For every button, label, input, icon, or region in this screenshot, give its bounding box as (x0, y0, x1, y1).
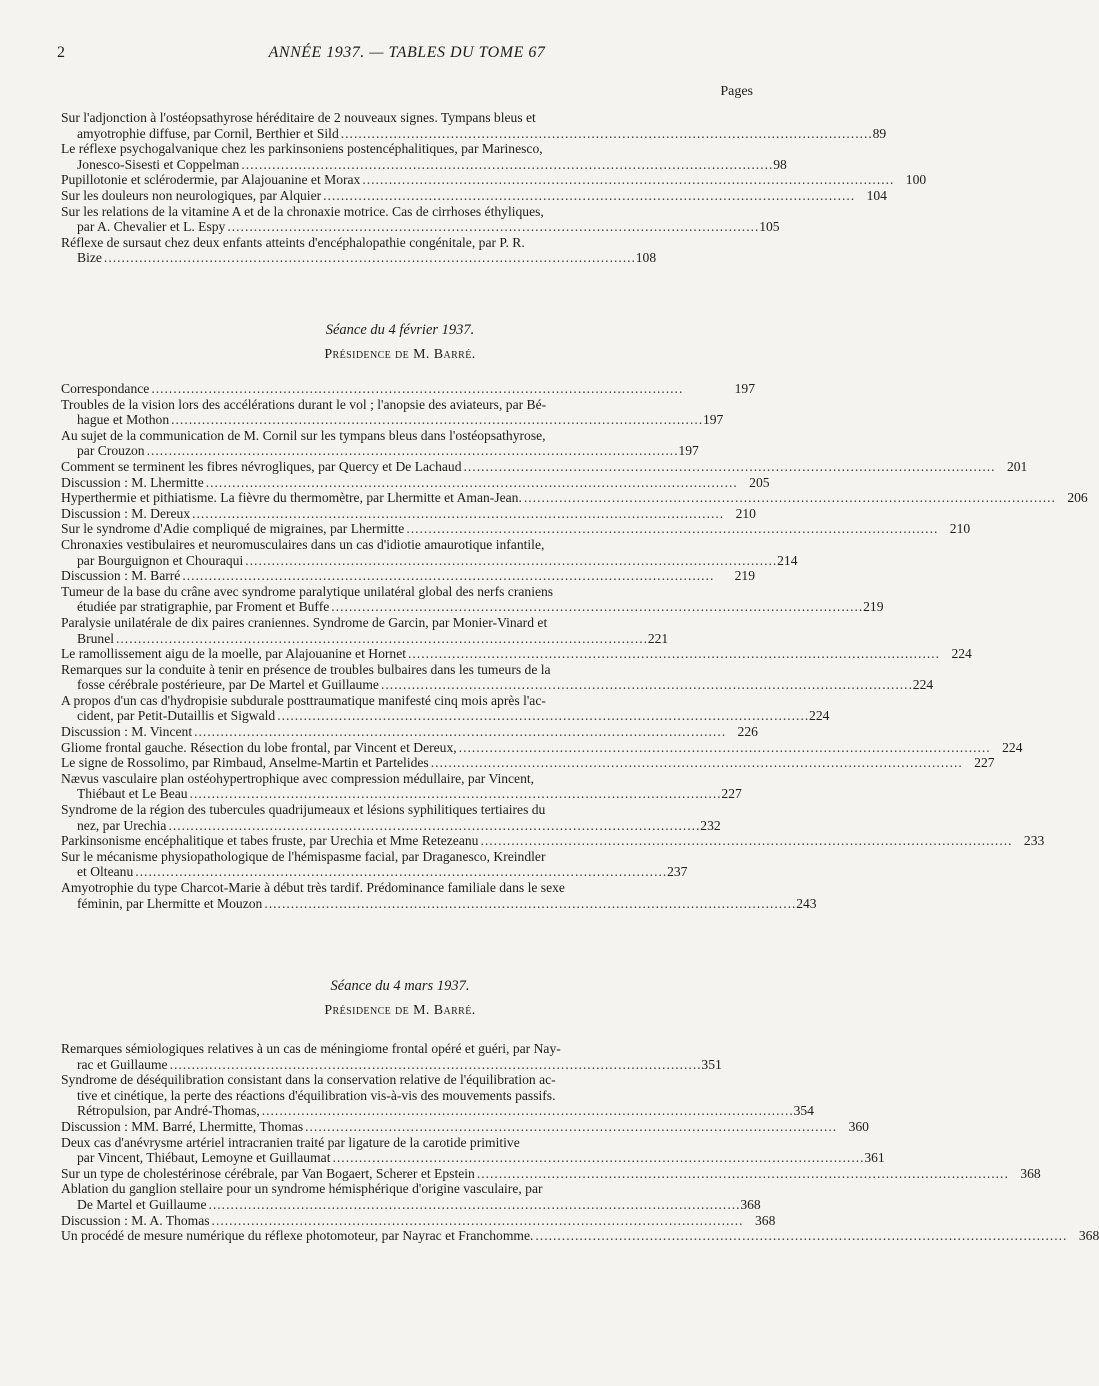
toc-entry-text: Réflexe de sursaut chez deux enfants atteints d'encéphalopathie congénitale, par P. R. (61, 234, 525, 250)
dot-leader (264, 896, 794, 911)
dot-leader (480, 833, 1010, 849)
toc-entry-title: Brunel (77, 630, 114, 646)
toc-page-number: 214 (777, 552, 798, 568)
toc-entry (61, 880, 817, 911)
toc-entry (61, 490, 1088, 506)
toc-entry-title: et Olteanu (77, 864, 134, 880)
toc-section-march (61, 1041, 1099, 1244)
seance-title-march: Séance du 4 mars 1937. (330, 978, 470, 994)
toc-page-number: 197 (678, 443, 699, 459)
toc-page-number: 227 (721, 786, 742, 802)
toc-entry (61, 381, 755, 397)
dot-leader (104, 250, 634, 265)
toc-entry-text: Deux cas d'anévrysme artériel intracranien traité par ligature de la carotide primitive (61, 1134, 520, 1150)
toc-page-number: 226 (737, 724, 758, 740)
toc-entry (61, 397, 755, 428)
toc-page-number: 205 (749, 474, 770, 490)
pages-column-label: Pages (720, 84, 753, 99)
dot-leader (305, 1119, 835, 1135)
toc-entry (61, 187, 887, 204)
toc-entry (61, 521, 971, 537)
toc-entry (61, 1228, 1099, 1244)
dot-leader (331, 599, 861, 614)
toc-entry (61, 110, 887, 141)
toc-page-number: 201 (1006, 458, 1028, 474)
toc-entry (61, 172, 927, 188)
toc-entry (61, 802, 755, 833)
toc-entry-title: Parkinsonisme encéphalitique et tabes fruste, par Urechia et Mme Retezeanu (61, 833, 479, 849)
toc-page-number: 368 (754, 1212, 776, 1228)
toc-entry (61, 1181, 761, 1212)
toc-entry-title: amyotrophie diffuse, par Cornil, Berthier et Sild (77, 125, 339, 141)
toc-entry (61, 506, 755, 522)
toc-entry-text: Le réflexe psychogalvanique chez les parkinsoniens postencéphalitiques, par Marinesco, (61, 141, 543, 157)
toc-entry (61, 583, 884, 615)
toc-entry-title: féminin, par Lhermitte et Mouzon (77, 895, 263, 911)
toc-page-number: 210 (949, 521, 971, 537)
dot-leader (190, 786, 720, 801)
dot-leader (116, 631, 646, 646)
toc-entry-text: Remarques sémiologiques relatives à un cas de méningiome frontal opéré et guéri, par Nay- (61, 1041, 561, 1056)
toc-entry-title: Discussion : M. Dereux (61, 505, 191, 521)
dot-leader (182, 568, 721, 584)
toc-entry-title: Gliome frontal gauche. Résection du lobe frontal, par Vincent et Dereux, (61, 739, 457, 755)
toc-entry (61, 739, 1023, 756)
toc-entry (61, 1134, 885, 1166)
toc-page-number: 224 (912, 677, 934, 693)
toc-entry-text: Amyotrophie du type Charcot-Marie à début très tardif. Prédominance familiale dans le sexe (61, 880, 565, 895)
toc-entry-title: Discussion : MM. Barré, Lhermitte, Thomas (61, 1118, 304, 1134)
dot-leader (477, 1166, 1007, 1182)
toc-page-number: 243 (796, 895, 817, 911)
toc-section-february (61, 381, 1088, 911)
toc-page-number: 105 (759, 219, 780, 235)
dot-leader (227, 219, 757, 234)
toc-entry-title: Discussion : M. A. Thomas (61, 1212, 210, 1228)
toc-entry-title: Hyperthermie et pithiatisme. La fièvre du thermomètre, par Lhermitte et Aman-Jean. (61, 490, 522, 506)
toc-entry (61, 646, 972, 662)
dot-leader (206, 475, 736, 491)
toc-entry-text: A propos d'un cas d'hydropisie subdurale posttraumatique manifesté cinq mois après l'ac- (61, 692, 546, 708)
toc-entry (61, 1072, 814, 1119)
dot-leader (406, 521, 936, 537)
toc-entry-title: par Crouzon (77, 443, 145, 459)
dot-leader (212, 1213, 742, 1229)
dot-leader (168, 818, 698, 833)
toc-entry-title: Comment se terminent les fibres névrogliques, par Quercy et De Lachaud (61, 458, 462, 474)
toc-entry (61, 1165, 1041, 1182)
dot-leader (170, 1057, 700, 1072)
toc-page-number: 368 (1020, 1165, 1041, 1181)
toc-entry-text: Nævus vasculaire plan ostéohypertrophique avec compression médullaire, par Vincent, (61, 770, 535, 786)
toc-page-number: 89 (872, 125, 887, 141)
toc-entry-title: Thiébaut et Le Beau (77, 786, 188, 802)
toc-entry-text: Tumeur de la base du crâne avec syndrome paralytique unilatéral global des nerfs craniens (61, 583, 554, 599)
toc-entry-title: Correspondance (61, 381, 150, 396)
toc-entry-title: Discussion : M. Lhermitte (61, 474, 204, 490)
toc-entry-text: Au sujet de la communication de M. Cornil sur les tympans bleus dans l'ostéopsathyrose, (61, 427, 546, 443)
toc-entry (61, 833, 1045, 849)
dot-leader (245, 553, 775, 568)
toc-page-number: 232 (700, 817, 721, 833)
dot-leader (147, 443, 677, 458)
running-title: ANNÉE 1937. — TABLES DU TOME 67 (268, 44, 546, 61)
toc-entry-title: cident, par Petit-Dutaillis et Sigwald (77, 708, 276, 724)
toc-entry-title: Rétropulsion, par André-Thomas, (77, 1103, 260, 1119)
dot-leader (151, 381, 721, 397)
toc-entry-title: Discussion : M. Barré (61, 568, 181, 584)
toc-entry-title: Bize (77, 250, 102, 266)
toc-entry-title: Sur un type de cholestérinose cérébrale, par Van Bogaert, Scherer et Epstein (61, 1165, 475, 1181)
toc-page-number: 227 (974, 755, 995, 771)
seance-title-february: Séance du 4 février 1937. (325, 322, 475, 338)
toc-entry-title: Le ramollissement aigu de la moelle, par Alajouanine et Hornet (61, 646, 407, 662)
toc-entry (61, 536, 798, 568)
toc-page-number: 368 (1078, 1228, 1099, 1244)
dot-leader (464, 459, 994, 475)
toc-entry (61, 568, 755, 584)
toc-entry (61, 615, 755, 646)
toc-entry (61, 203, 780, 235)
toc-entry (61, 428, 755, 459)
toc-entry-title: Discussion : M. Vincent (61, 724, 193, 740)
toc-page-number: 233 (1023, 833, 1045, 849)
toc-entry-title: par Bourguignon et Chouraqui (77, 552, 244, 568)
dot-leader (362, 172, 892, 188)
dot-leader (408, 646, 938, 662)
toc-entry-title: par Vincent, Thiébaut, Lemoyne et Guillaumat (77, 1150, 331, 1166)
toc-page-number: 197 (734, 381, 755, 396)
toc-entry-title: nez, par Urechia (77, 817, 167, 833)
toc-entry-text: Sur le mécanisme physiopathologique de l'hémispasme facial, par Draganesco, Kreindler (61, 848, 546, 864)
toc-entry-title: hague et Mothon (77, 412, 170, 428)
toc-entry-title: Jonesco-Sisesti et Coppelman (77, 156, 240, 172)
page-number: 2 (57, 44, 65, 61)
toc-page-number: 368 (740, 1196, 761, 1212)
toc-entry-text: Syndrome de la région des tubercules quadrijumeaux et lésions syphilitiques tertiaires du (61, 802, 546, 818)
presidence-february: Présidence de M. Barré. (324, 347, 476, 362)
toc-page-number: 98 (773, 156, 787, 172)
presidence-march: Présidence de M. Barré. (324, 1003, 476, 1018)
toc-page-number: 237 (667, 864, 688, 880)
dot-leader (194, 724, 724, 740)
toc-entry (61, 1118, 869, 1135)
toc-page-number: 197 (702, 412, 724, 428)
toc-entry (61, 724, 758, 740)
toc-entry-text: Troubles de la vision lors des accélérations durant le vol ; l'anopsie des aviateurs, par Bé- (61, 396, 547, 412)
dot-leader (535, 1228, 1065, 1244)
toc-entry-text: Syndrome de déséquilibration consistant dans la conservation relative de l'équilibration ac- (61, 1072, 556, 1088)
toc-page-number: 224 (809, 708, 830, 724)
toc-entry (61, 771, 755, 802)
toc-page-number: 224 (1002, 739, 1023, 755)
toc-page-number: 351 (701, 1056, 722, 1072)
toc-entry (61, 1041, 755, 1072)
toc-page-number: 108 (635, 250, 657, 266)
toc-entry-text: Remarques sur la conduite à tenir en présence de troubles bulbaires dans les tumeurs de la (61, 661, 551, 677)
dot-leader (459, 740, 989, 756)
toc-page-number: 219 (863, 599, 884, 615)
toc-page-number: 224 (951, 646, 972, 662)
toc-page-number: 360 (848, 1118, 869, 1134)
toc-page-number: 206 (1067, 490, 1088, 506)
toc-entry (61, 692, 830, 724)
toc-entry-title: fosse cérébrale postérieure, par De Martel et Guillaume (77, 677, 379, 693)
toc-section-preceding (61, 110, 927, 266)
toc-entry-text: tive et cinétique, la perte des réactions d'équilibration vis-à-vis des mouvements passifs. (77, 1087, 556, 1103)
toc-entry (61, 235, 755, 266)
toc-entry-text: Chronaxies vestibulaires et neuromusculaires dans un cas d'idiotie amaurotique infantile, (61, 536, 545, 552)
dot-leader (192, 506, 722, 522)
toc-entry-title: par A. Chevalier et L. Espy (77, 219, 226, 235)
toc-entry-text: Sur l'adjonction à l'ostéopsathyrose héréditaire de 2 nouveaux signes. Tympans bleus et (61, 110, 536, 125)
dot-leader (431, 755, 961, 771)
dot-leader (262, 1103, 792, 1118)
toc-entry-title: Sur les douleurs non neurologiques, par Alquier (61, 187, 322, 203)
toc-entry (61, 458, 1028, 475)
toc-page-number: 361 (864, 1150, 885, 1166)
toc-entry (61, 141, 787, 172)
toc-entry-text: Ablation du ganglion stellaire pour un syndrome hémisphérique d'origine vasculaire, par (61, 1181, 543, 1197)
toc-entry-title: étudiée par stratigraphie, par Froment et Buffe (77, 599, 330, 615)
toc-entry (61, 661, 934, 693)
toc-page-number: 210 (735, 505, 756, 521)
dot-leader (524, 490, 1054, 506)
toc-entry-title: rac et Guillaume (77, 1056, 168, 1072)
page-header (57, 44, 757, 66)
dot-leader (241, 157, 771, 172)
toc-page-number: 354 (793, 1103, 814, 1119)
dot-leader (135, 864, 665, 879)
dot-leader (341, 126, 871, 141)
dot-leader (277, 708, 807, 723)
toc-page-number: 100 (905, 172, 927, 188)
dot-leader (333, 1150, 863, 1165)
toc-entry-title: Sur le syndrome d'Adie compliqué de migraines, par Lhermitte (61, 521, 405, 537)
toc-entry (61, 849, 755, 880)
toc-page-number: 104 (866, 187, 887, 203)
toc-entry (61, 1212, 776, 1229)
toc-entry (61, 474, 770, 491)
toc-entry-title: Un procédé de mesure numérique du réflexe photomoteur, par Nayrac et Franchomme. (61, 1228, 534, 1244)
toc-entry-text: Sur les relations de la vitamine A et de la chronaxie motrice. Cas de cirrhoses éthyliques, (61, 203, 544, 219)
dot-leader (208, 1197, 738, 1212)
toc-entry-text: Paralysie unilatérale de dix paires craniennes. Syndrome de Garcin, par Monier-Vinard et (61, 614, 548, 630)
dot-leader (323, 188, 853, 204)
toc-page-number: 219 (734, 568, 755, 584)
toc-entry-title: Pupillotonie et sclérodermie, par Alajouanine et Morax (61, 172, 361, 188)
toc-page-number: 221 (647, 630, 669, 646)
dot-leader (171, 412, 701, 427)
toc-entry (61, 755, 995, 771)
toc-entry-title: Le signe de Rossolimo, par Rimbaud, Anselme-Martin et Partelides (61, 755, 429, 771)
dot-leader (381, 677, 911, 692)
toc-entry-title: De Martel et Guillaume (77, 1196, 207, 1212)
